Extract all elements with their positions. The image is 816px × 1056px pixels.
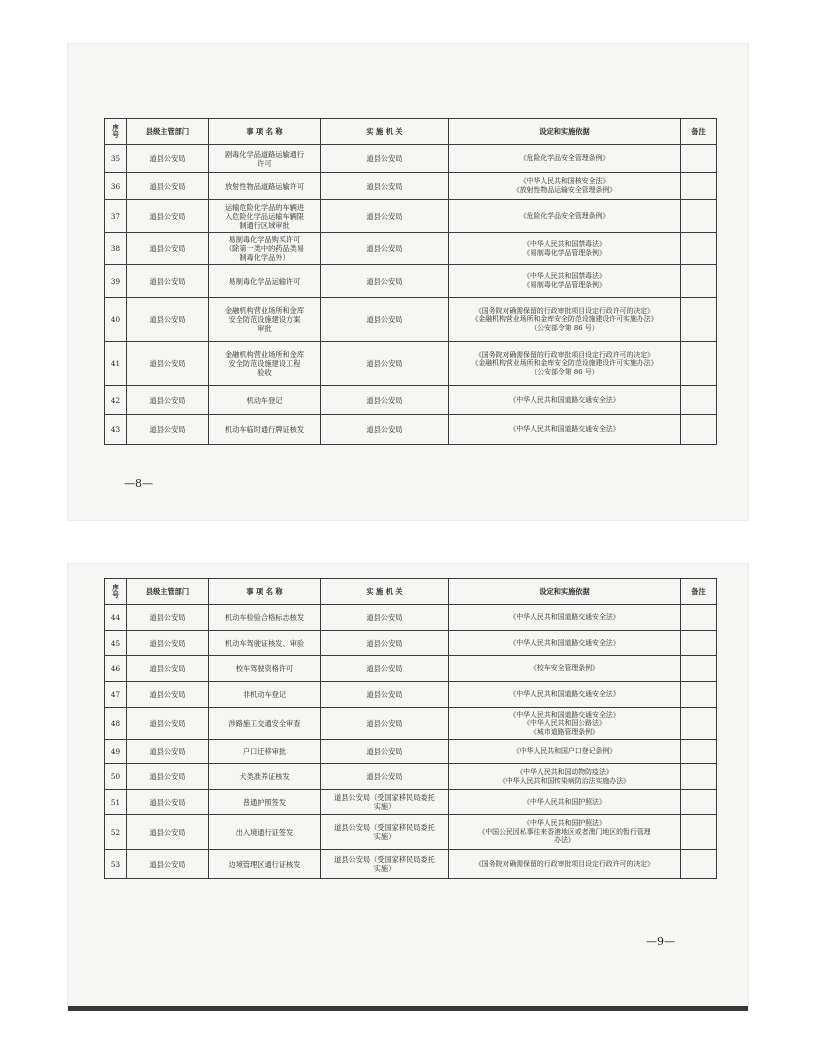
table-row <box>105 740 717 764</box>
agency-cell: 道县公安局 <box>321 233 449 265</box>
remark-cell <box>681 790 717 815</box>
table-row <box>105 386 717 415</box>
dept-cell: 道县公安局 <box>127 265 209 298</box>
table-header-row <box>105 119 717 145</box>
basis-cell: 《危险化学品安全管理条例》 <box>449 200 681 233</box>
header-basis: 设定和实施依据 <box>449 119 681 145</box>
permits-table-page-8 <box>104 118 717 445</box>
dept-cell: 道县公安局 <box>127 605 209 631</box>
page-number-9: —9— <box>646 935 675 948</box>
dept-cell: 道县公安局 <box>127 173 209 200</box>
header-dept: 县级主管部门 <box>127 579 209 605</box>
table-row <box>105 631 717 656</box>
remark-cell <box>681 415 717 445</box>
item-cell: 普通护照签发 <box>209 790 321 815</box>
table-row <box>105 656 717 682</box>
agency-cell: 道县公安局 <box>321 605 449 631</box>
index-cell: 50 <box>105 764 127 790</box>
table-row <box>105 790 717 815</box>
remark-cell <box>681 708 717 740</box>
basis-cell: 《中华人民共和国禁毒法》 《易制毒化学品管理条例》 <box>449 233 681 265</box>
item-cell: 金融机构营业场所和金库 安全防范设施建设方案 审批 <box>209 298 321 342</box>
index-cell: 49 <box>105 740 127 764</box>
remark-cell <box>681 200 717 233</box>
item-cell: 机动车检验合格标志核发 <box>209 605 321 631</box>
agency-cell: 道县公安局 <box>321 386 449 415</box>
basis-cell: 《中华人民共和国道路交通安全法》 《中华人民共和国公路法》 《城市道路管理条例》 <box>449 708 681 740</box>
agency-cell: 道县公安局 <box>321 415 449 445</box>
remark-cell <box>681 656 717 682</box>
table-row <box>105 173 717 200</box>
basis-cell: 《中华人民共和国道路交通安全法》 <box>449 631 681 656</box>
dept-cell: 道县公安局 <box>127 233 209 265</box>
table-row <box>105 682 717 708</box>
table-row <box>105 342 717 386</box>
dept-cell: 道县公安局 <box>127 740 209 764</box>
remark-cell <box>681 815 717 850</box>
basis-cell: 《国务院对确需保留的行政审批项目设定行政许可的决定》 <box>449 850 681 879</box>
basis-cell: 《国务院对确需保留的行政审批项目设定行政许可的决定》 《金融机构营业场所和金库安全防范设施建设许可实施办法》 （公安部令第 86 号） <box>449 342 681 386</box>
basis-cell: 《中华人民共和国户口登记条例》 <box>449 740 681 764</box>
header-index: 序 号 <box>105 119 127 145</box>
item-cell: 机动车临时通行牌证核发 <box>209 415 321 445</box>
remark-cell <box>681 631 717 656</box>
agency-cell: 道县公安局 <box>321 631 449 656</box>
agency-cell: 道县公安局 <box>321 145 449 173</box>
remark-cell <box>681 265 717 298</box>
table-row <box>105 265 717 298</box>
basis-cell: 《危险化学品安全管理条例》 <box>449 145 681 173</box>
item-cell: 涉路施工交通安全审查 <box>209 708 321 740</box>
remark-cell <box>681 740 717 764</box>
header-basis: 设定和实施依据 <box>449 579 681 605</box>
dept-cell: 道县公安局 <box>127 298 209 342</box>
index-cell: 48 <box>105 708 127 740</box>
table-row <box>105 415 717 445</box>
agency-cell: 道县公安局（受国家移民局委托 实施） <box>321 850 449 879</box>
index-cell: 42 <box>105 386 127 415</box>
item-cell: 边境管理区通行证核发 <box>209 850 321 879</box>
header-item: 事 项 名 称 <box>209 579 321 605</box>
permits-table-page-9 <box>104 578 717 879</box>
dept-cell: 道县公安局 <box>127 682 209 708</box>
header-index: 序 号 <box>105 579 127 605</box>
item-cell: 易制毒化学品运输许可 <box>209 265 321 298</box>
remark-cell <box>681 682 717 708</box>
remark-cell <box>681 173 717 200</box>
basis-cell: 《中华人民共和国道路交通安全法》 <box>449 682 681 708</box>
basis-cell: 《中华人民共和国道路交通安全法》 <box>449 415 681 445</box>
table-row <box>105 233 717 265</box>
remark-cell <box>681 145 717 173</box>
item-cell: 易制毒化学品购买许可 （除第一类中的药品类易 制毒化学品外） <box>209 233 321 265</box>
item-cell: 放射性物品道路运输许可 <box>209 173 321 200</box>
agency-cell: 道县公安局 <box>321 265 449 298</box>
page-number-8: —8— <box>124 477 153 490</box>
header-agency: 实 施 机 关 <box>321 119 449 145</box>
agency-cell: 道县公安局（受国家移民局委托 实施） <box>321 815 449 850</box>
item-cell: 非机动车登记 <box>209 682 321 708</box>
table-header-row <box>105 579 717 605</box>
table-row <box>105 850 717 879</box>
item-cell: 户口迁移审批 <box>209 740 321 764</box>
remark-cell <box>681 605 717 631</box>
basis-cell: 《中华人民共和国动物防疫法》 《中华人民共和国传染病防治法实施办法》 <box>449 764 681 790</box>
agency-cell: 道县公安局 <box>321 200 449 233</box>
dept-cell: 道县公安局 <box>127 815 209 850</box>
dept-cell: 道县公安局 <box>127 145 209 173</box>
item-cell: 机动车登记 <box>209 386 321 415</box>
remark-cell <box>681 298 717 342</box>
agency-cell: 道县公安局 <box>321 173 449 200</box>
index-cell: 47 <box>105 682 127 708</box>
index-cell: 39 <box>105 265 127 298</box>
index-cell: 38 <box>105 233 127 265</box>
basis-cell: 《中华人民共和国道路交通安全法》 <box>449 605 681 631</box>
basis-cell: 《国务院对确需保留的行政审批项目设定行政许可的决定》 《金融机构营业场所和金库安全防范设施建设许可实施办法》 （公安部令第 86 号） <box>449 298 681 342</box>
remark-cell <box>681 386 717 415</box>
index-cell: 35 <box>105 145 127 173</box>
item-cell: 校车驾驶资格许可 <box>209 656 321 682</box>
index-cell: 40 <box>105 298 127 342</box>
table-row <box>105 764 717 790</box>
dept-cell: 道县公安局 <box>127 656 209 682</box>
index-cell: 37 <box>105 200 127 233</box>
index-cell: 44 <box>105 605 127 631</box>
header-dept: 县级主管部门 <box>127 119 209 145</box>
dept-cell: 道县公安局 <box>127 850 209 879</box>
table-row <box>105 298 717 342</box>
agency-cell: 道县公安局 <box>321 342 449 386</box>
item-cell: 运输危险化学品的车辆进 入危险化学品运输车辆限 制通行区域审批 <box>209 200 321 233</box>
basis-cell: 《中华人民共和国道路交通安全法》 <box>449 386 681 415</box>
agency-cell: 道县公安局 <box>321 682 449 708</box>
index-cell: 43 <box>105 415 127 445</box>
basis-cell: 《校车安全管理条例》 <box>449 656 681 682</box>
dept-cell: 道县公安局 <box>127 764 209 790</box>
dept-cell: 道县公安局 <box>127 415 209 445</box>
item-cell: 出入境通行证签发 <box>209 815 321 850</box>
dept-cell: 道县公安局 <box>127 200 209 233</box>
remark-cell <box>681 233 717 265</box>
item-cell: 机动车驾驶证核发、审验 <box>209 631 321 656</box>
header-item: 事 项 名 称 <box>209 119 321 145</box>
agency-cell: 道县公安局 <box>321 656 449 682</box>
table-row <box>105 708 717 740</box>
index-cell: 46 <box>105 656 127 682</box>
agency-cell: 道县公安局 <box>321 298 449 342</box>
table-row <box>105 815 717 850</box>
bottom-divider <box>68 1006 748 1011</box>
item-cell: 剧毒化学品道路运输通行 许可 <box>209 145 321 173</box>
header-remark: 备注 <box>681 119 717 145</box>
index-cell: 41 <box>105 342 127 386</box>
dept-cell: 道县公安局 <box>127 708 209 740</box>
remark-cell <box>681 764 717 790</box>
basis-cell: 《中华人民共和国护照法》 <box>449 790 681 815</box>
item-cell: 金融机构营业场所和金库 安全防范设施建设工程 验收 <box>209 342 321 386</box>
index-cell: 53 <box>105 850 127 879</box>
basis-cell: 《中华人民共和国禁毒法》 《易制毒化学品管理条例》 <box>449 265 681 298</box>
remark-cell <box>681 850 717 879</box>
agency-cell: 道县公安局 <box>321 708 449 740</box>
index-cell: 45 <box>105 631 127 656</box>
header-agency: 实 施 机 关 <box>321 579 449 605</box>
agency-cell: 道县公安局（受国家移民局委托 实施） <box>321 790 449 815</box>
agency-cell: 道县公安局 <box>321 740 449 764</box>
basis-cell: 《中华人民共和国护照法》 《中国公民因私事往来香港地区或者澳门地区的暂行管理 办法》 <box>449 815 681 850</box>
index-cell: 52 <box>105 815 127 850</box>
remark-cell <box>681 342 717 386</box>
dept-cell: 道县公安局 <box>127 386 209 415</box>
table-row <box>105 200 717 233</box>
index-cell: 51 <box>105 790 127 815</box>
item-cell: 犬类准养证核发 <box>209 764 321 790</box>
agency-cell: 道县公安局 <box>321 764 449 790</box>
dept-cell: 道县公安局 <box>127 631 209 656</box>
table-row <box>105 145 717 173</box>
header-remark: 备注 <box>681 579 717 605</box>
dept-cell: 道县公安局 <box>127 342 209 386</box>
dept-cell: 道县公安局 <box>127 790 209 815</box>
basis-cell: 《中华人民共和国核安全法》 《放射性物品运输安全管理条例》 <box>449 173 681 200</box>
table-row <box>105 605 717 631</box>
index-cell: 36 <box>105 173 127 200</box>
